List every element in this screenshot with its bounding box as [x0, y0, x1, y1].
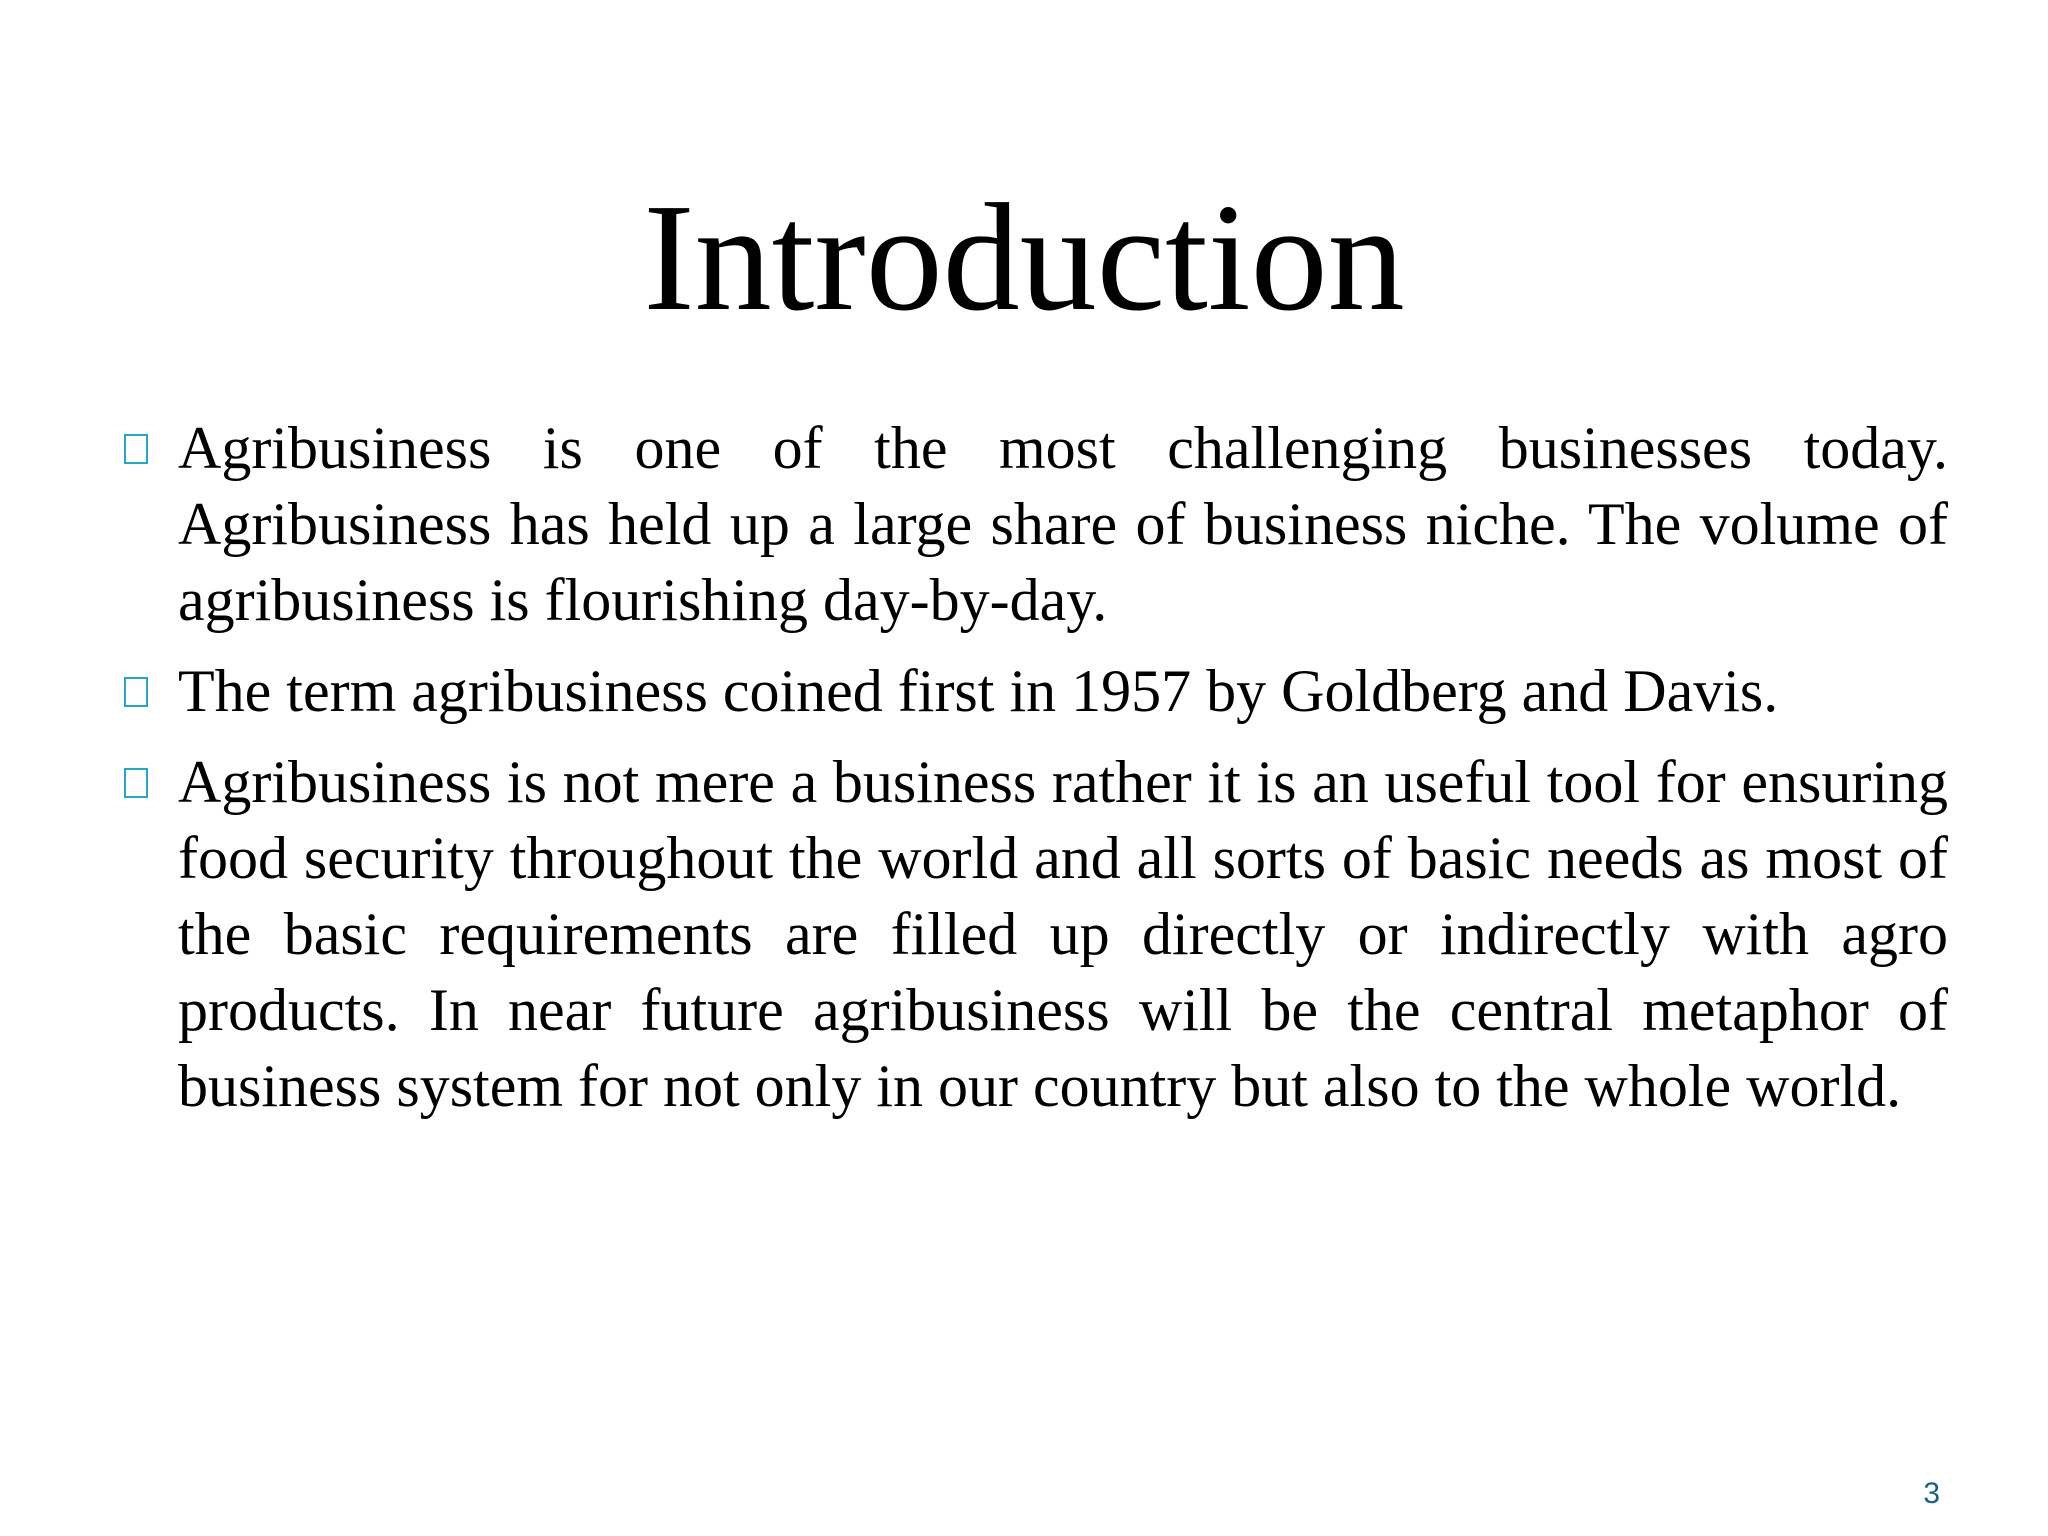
bullet-text: Agribusiness is one of the most challenging businesses today. Agribusiness has held up a large share of business niche. The volume of agribusiness is flourishing day-by-day. [178, 415, 1948, 633]
bullet-text: Agribusiness is not mere a business rather it is an useful tool for ensuring food security throughout the world and all sorts of basic needs as most of the basic requirements are filled up directly or indirectly with agro products. In near future agribusiness will be the central metaphor of business system for not only in our country but also to the whole world. [178, 749, 1948, 1119]
page-number: 3 [1923, 1477, 1940, 1510]
slide-title: Introduction [643, 173, 1405, 343]
hollow-square-bullet-icon [124, 677, 148, 707]
bullet-list [120, 410, 1948, 1139]
hollow-square-bullet-icon [124, 768, 148, 798]
hollow-square-bullet-icon [124, 434, 148, 464]
bullet-item-term-origin [120, 653, 1948, 729]
bullet-item-food-security [120, 744, 1948, 1124]
bullet-text: The term agribusiness coined first in 1957 by Goldberg and Davis. [178, 658, 1779, 724]
bullet-item-agribusiness-challenge [120, 410, 1948, 638]
